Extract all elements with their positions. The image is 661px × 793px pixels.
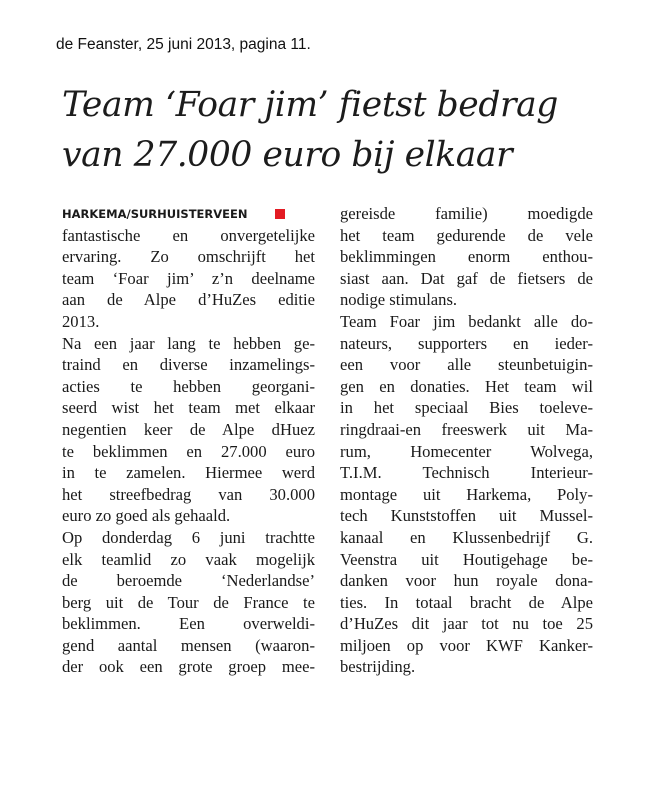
headline-line-1: Team ‘Foar jim’ fietst bedrag xyxy=(62,85,558,125)
text-line: T.I.M. Technisch Interieur- xyxy=(340,463,593,483)
dateline-row xyxy=(62,203,315,225)
text-line: het team gedurende de vele xyxy=(340,225,593,245)
text-line: bestrijding. xyxy=(340,657,416,677)
text-line: negentien keer de Alpe dHuez xyxy=(62,419,315,439)
text-line: beklimmingen enorm enthou- xyxy=(340,247,593,267)
text-line: kanaal en Klussenbedrijf G. xyxy=(340,527,593,547)
text-line: euro zo goed als gehaald. xyxy=(62,506,231,526)
text-line: traind en diverse inzamelings- xyxy=(62,355,315,375)
text-line: nateurs, supporters en ieder- xyxy=(340,333,593,353)
text-line: tech Kunststoffen uit Mussel- xyxy=(340,506,593,526)
text-line: danken voor hun royale dona- xyxy=(340,571,593,591)
source-citation: de Feanster, 25 juni 2013, pagina 11. xyxy=(56,36,311,53)
text-line: gend aantal mensen (waaron- xyxy=(62,635,315,655)
text-line: miljoen op voor KWF Kanker- xyxy=(340,635,593,655)
text-line: een voor alle steunbetuigin- xyxy=(340,355,593,375)
text-line: gen en donaties. Het team wil xyxy=(340,376,593,396)
text-line: berg uit de Tour de France te xyxy=(62,592,315,612)
text-line: aan de Alpe d’HuZes editie xyxy=(62,290,315,310)
text-line: de beroemde ‘Nederlandse’ xyxy=(62,571,315,591)
text-line: rum, Homecenter Wolvega, xyxy=(340,441,593,461)
text-line: team ‘Foar jim’ z’n deelname xyxy=(62,268,315,288)
text-line: fantastische en onvergetelijke xyxy=(62,225,315,245)
text-line: gereisde familie) moedigde xyxy=(340,204,593,223)
text-line: beklimmen. Een overweldi- xyxy=(62,614,315,634)
text-line: in te zamelen. Hiermee werd xyxy=(62,463,315,483)
article-column-right xyxy=(340,203,593,678)
text-line: acties te hebben georgani- xyxy=(62,376,315,396)
text-line: het streefbedrag van 30.000 xyxy=(62,484,315,504)
text-line: te beklimmen en 27.000 euro xyxy=(62,441,315,461)
text-line: nodige stimulans. xyxy=(340,290,458,310)
text-line: montage uit Harkema, Poly- xyxy=(340,484,593,504)
text-line: Team Foar jim bedankt alle do- xyxy=(340,311,593,331)
text-line: Na een jaar lang te hebben ge- xyxy=(62,333,315,353)
text-line: ties. In totaal bracht de Alpe xyxy=(340,592,593,612)
text-line: siast aan. Dat gaf de fietsers de xyxy=(340,268,593,288)
text-line: ervaring. Zo omschrijft het xyxy=(62,247,315,267)
headline-line-2: van 27.000 euro bij elkaar xyxy=(62,135,513,175)
article-headline xyxy=(62,80,642,180)
text-line: in het speciaal Bies toeleve- xyxy=(340,398,593,418)
text-line: d’HuZes dit jaar tot nu toe 25 xyxy=(340,614,593,634)
article-column-left xyxy=(62,203,315,678)
text-line: elk teamlid zo vaak mogelijk xyxy=(62,549,315,569)
text-line: ringdraai-en freeswerk uit Ma- xyxy=(340,419,593,439)
text-line: Veenstra uit Houtigehage be- xyxy=(340,549,593,569)
text-line: seerd wist het team met elkaar xyxy=(62,398,315,418)
text-line: 2013. xyxy=(62,311,100,331)
text-line: Op donderdag 6 juni trachtte xyxy=(62,527,315,547)
red-square-marker-icon xyxy=(275,209,285,219)
dateline: HARKEMA/SURHUISTERVEEN xyxy=(62,207,248,221)
text-line: der ook een grote groep mee- xyxy=(62,657,315,677)
